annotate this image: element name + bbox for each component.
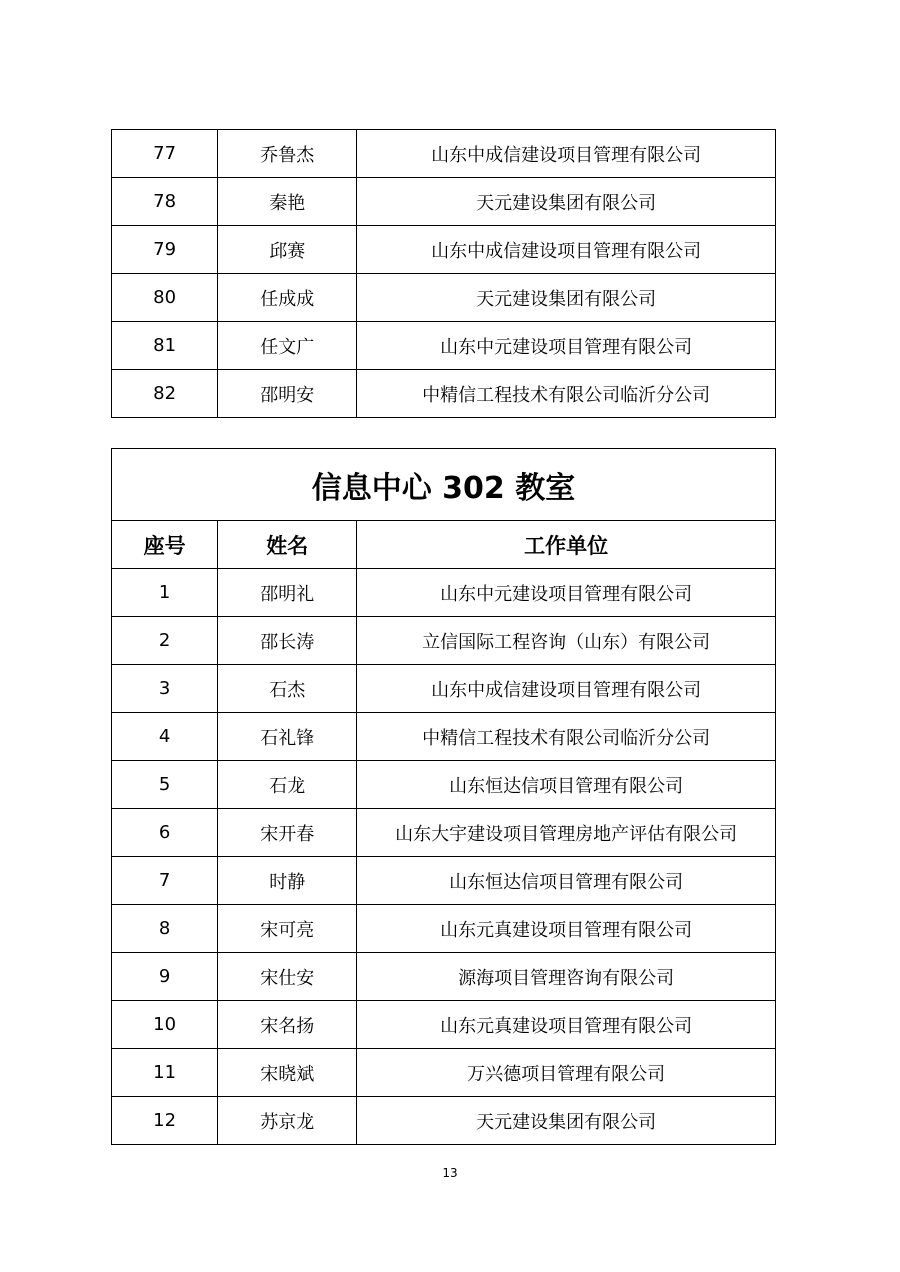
room-title: 信息中心 302 教室	[112, 449, 776, 521]
person-name: 时静	[218, 857, 357, 905]
work-unit: 万兴德项目管理有限公司	[357, 1049, 776, 1097]
table-row	[112, 617, 776, 665]
person-name: 苏京龙	[218, 1097, 357, 1145]
table-row	[112, 322, 776, 370]
person-name: 石礼锋	[218, 713, 357, 761]
seat-number: 79	[112, 226, 218, 274]
person-name: 秦艳	[218, 178, 357, 226]
work-unit: 山东恒达信项目管理有限公司	[357, 761, 776, 809]
person-name: 邱赛	[218, 226, 357, 274]
seat-number: 11	[112, 1049, 218, 1097]
seat-number: 9	[112, 953, 218, 1001]
table-row	[112, 1049, 776, 1097]
person-name: 宋名扬	[218, 1001, 357, 1049]
seat-number: 4	[112, 713, 218, 761]
person-name: 宋晓斌	[218, 1049, 357, 1097]
work-unit: 立信国际工程咨询（山东）有限公司	[357, 617, 776, 665]
table-row	[112, 713, 776, 761]
work-unit: 天元建设集团有限公司	[357, 178, 776, 226]
room-title-row	[112, 449, 776, 521]
room-seat-table	[111, 448, 776, 1145]
table-row	[112, 1097, 776, 1145]
header-name: 姓名	[218, 521, 357, 569]
seat-number: 81	[112, 322, 218, 370]
person-name: 邵长涛	[218, 617, 357, 665]
work-unit: 山东中元建设项目管理有限公司	[357, 569, 776, 617]
work-unit: 山东大宇建设项目管理房地产评估有限公司	[357, 809, 776, 857]
person-name: 宋可亮	[218, 905, 357, 953]
seat-number: 7	[112, 857, 218, 905]
person-name: 乔鲁杰	[218, 130, 357, 178]
person-name: 石杰	[218, 665, 357, 713]
header-seat: 座号	[112, 521, 218, 569]
person-name: 宋开春	[218, 809, 357, 857]
table-row	[112, 809, 776, 857]
page-number: 13	[442, 1166, 458, 1180]
person-name: 石龙	[218, 761, 357, 809]
seat-number: 2	[112, 617, 218, 665]
work-unit: 天元建设集团有限公司	[357, 274, 776, 322]
table-row	[112, 226, 776, 274]
header-unit: 工作单位	[357, 521, 776, 569]
seat-number: 1	[112, 569, 218, 617]
table-row	[112, 1001, 776, 1049]
table-row	[112, 569, 776, 617]
person-name: 邵明礼	[218, 569, 357, 617]
seat-number: 10	[112, 1001, 218, 1049]
work-unit: 中精信工程技术有限公司临沂分公司	[357, 713, 776, 761]
work-unit: 源海项目管理咨询有限公司	[357, 953, 776, 1001]
work-unit: 山东中成信建设项目管理有限公司	[357, 226, 776, 274]
work-unit: 中精信工程技术有限公司临沂分公司	[357, 370, 776, 418]
seat-number: 77	[112, 130, 218, 178]
header-row	[112, 521, 776, 569]
seat-number: 6	[112, 809, 218, 857]
table-row	[112, 665, 776, 713]
table-row	[112, 953, 776, 1001]
work-unit: 天元建设集团有限公司	[357, 1097, 776, 1145]
work-unit: 山东元真建设项目管理有限公司	[357, 905, 776, 953]
seat-number: 78	[112, 178, 218, 226]
seat-number: 12	[112, 1097, 218, 1145]
table-row	[112, 857, 776, 905]
work-unit: 山东中元建设项目管理有限公司	[357, 322, 776, 370]
table-row	[112, 178, 776, 226]
person-name: 任成成	[218, 274, 357, 322]
table-row	[112, 905, 776, 953]
table-row	[112, 370, 776, 418]
seat-number: 82	[112, 370, 218, 418]
seat-number: 3	[112, 665, 218, 713]
table-row	[112, 130, 776, 178]
seat-number: 8	[112, 905, 218, 953]
person-name: 宋仕安	[218, 953, 357, 1001]
work-unit: 山东元真建设项目管理有限公司	[357, 1001, 776, 1049]
work-unit: 山东中成信建设项目管理有限公司	[357, 130, 776, 178]
table-row	[112, 274, 776, 322]
work-unit: 山东中成信建设项目管理有限公司	[357, 665, 776, 713]
seat-number: 5	[112, 761, 218, 809]
work-unit: 山东恒达信项目管理有限公司	[357, 857, 776, 905]
person-name: 任文广	[218, 322, 357, 370]
seat-number: 80	[112, 274, 218, 322]
table-row	[112, 761, 776, 809]
person-name: 邵明安	[218, 370, 357, 418]
seat-table-continued	[111, 129, 776, 418]
